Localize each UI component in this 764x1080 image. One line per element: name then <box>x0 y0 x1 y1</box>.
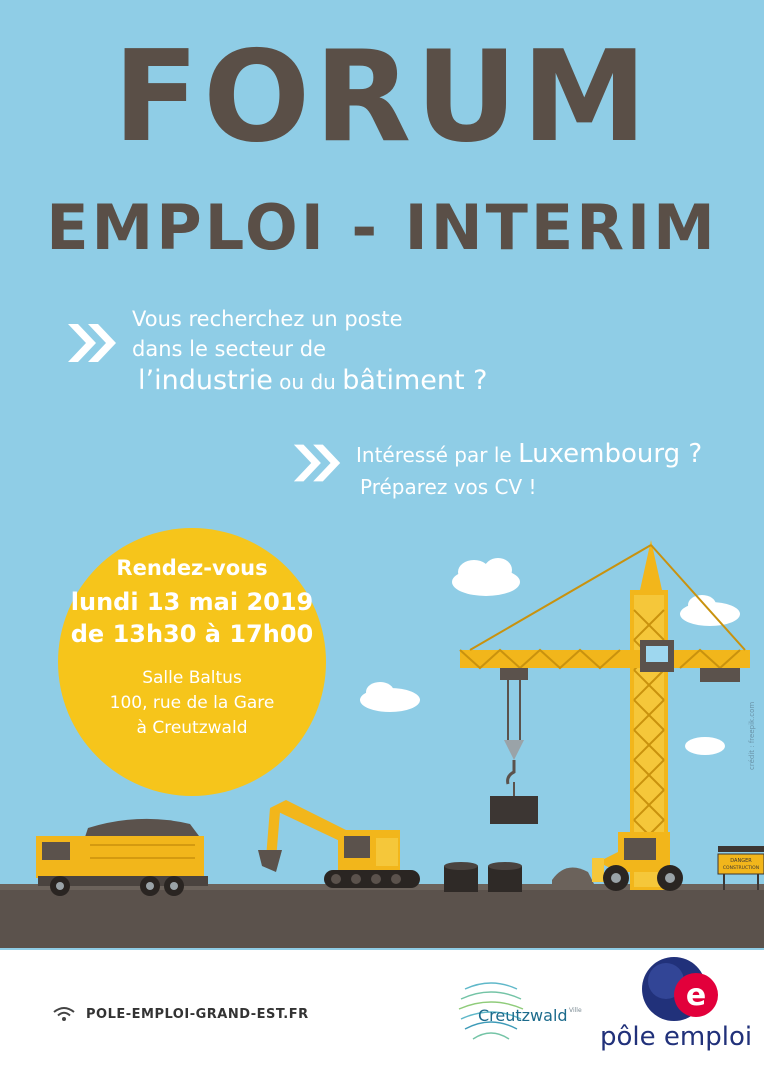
creutzwald-name: Creutzwald <box>478 1006 568 1025</box>
pitch-industry-line2: dans le secteur de <box>132 337 326 361</box>
event-venue: Salle Baltus <box>142 668 242 688</box>
pitch-industry-line1: Vous recherchez un poste <box>132 307 403 331</box>
cloud <box>685 737 725 755</box>
pitch-industry <box>132 304 487 397</box>
pitch-luxembourg <box>356 438 702 503</box>
wheel-loader <box>552 832 683 891</box>
website-link[interactable]: POLE-EMPLOI-GRAND-EST.FR <box>86 1006 309 1022</box>
excavator <box>258 800 420 888</box>
sign-line1: DANGER <box>730 858 752 864</box>
ground <box>0 890 764 948</box>
pole-emploi-logo <box>638 955 720 1023</box>
pole-emploi-name: pôle emploi <box>600 1022 753 1052</box>
industry-keyword: l’industrie <box>138 365 273 396</box>
cloud <box>360 682 420 712</box>
clouds <box>360 520 740 755</box>
event-info-circle <box>58 528 326 796</box>
creutzwald-suffix: Ville <box>569 1007 582 1014</box>
chevrons-right-icon <box>64 318 122 368</box>
event-heading: Rendez-vous <box>116 556 268 580</box>
pitch-luxembourg-line2: Préparez vos CV ! <box>360 475 537 499</box>
building-keyword: bâtiment ? <box>342 365 488 396</box>
dump-truck <box>36 819 208 896</box>
pitch-industry-line3 <box>138 366 487 397</box>
interest-text: Intéressé par le <box>356 443 519 467</box>
event-time: de 13h30 à 17h00 <box>70 620 314 648</box>
chevrons-right-icon <box>290 438 346 488</box>
event-date: lundi 13 mai 2019 <box>70 588 314 616</box>
event-city: à Creutzwald <box>136 718 248 738</box>
pitch-luxembourg-line1 <box>356 438 702 471</box>
poster-title: FORUM <box>113 23 651 170</box>
image-credit: crédit : freepik.com <box>748 701 756 770</box>
connector-text: ou du <box>272 370 343 394</box>
sign-line2: CONSTRUCTION <box>722 866 760 871</box>
event-address: 100, rue de la Gare <box>109 693 275 713</box>
wifi-icon <box>52 1006 76 1022</box>
luxembourg-keyword: Luxembourg ? <box>518 439 703 469</box>
cloud <box>452 558 520 596</box>
poster-subtitle: EMPLOI - INTERIM <box>46 191 718 264</box>
footer-website[interactable] <box>52 1006 309 1022</box>
construction-sign <box>718 846 764 890</box>
svg-text:e: e <box>685 978 707 1013</box>
